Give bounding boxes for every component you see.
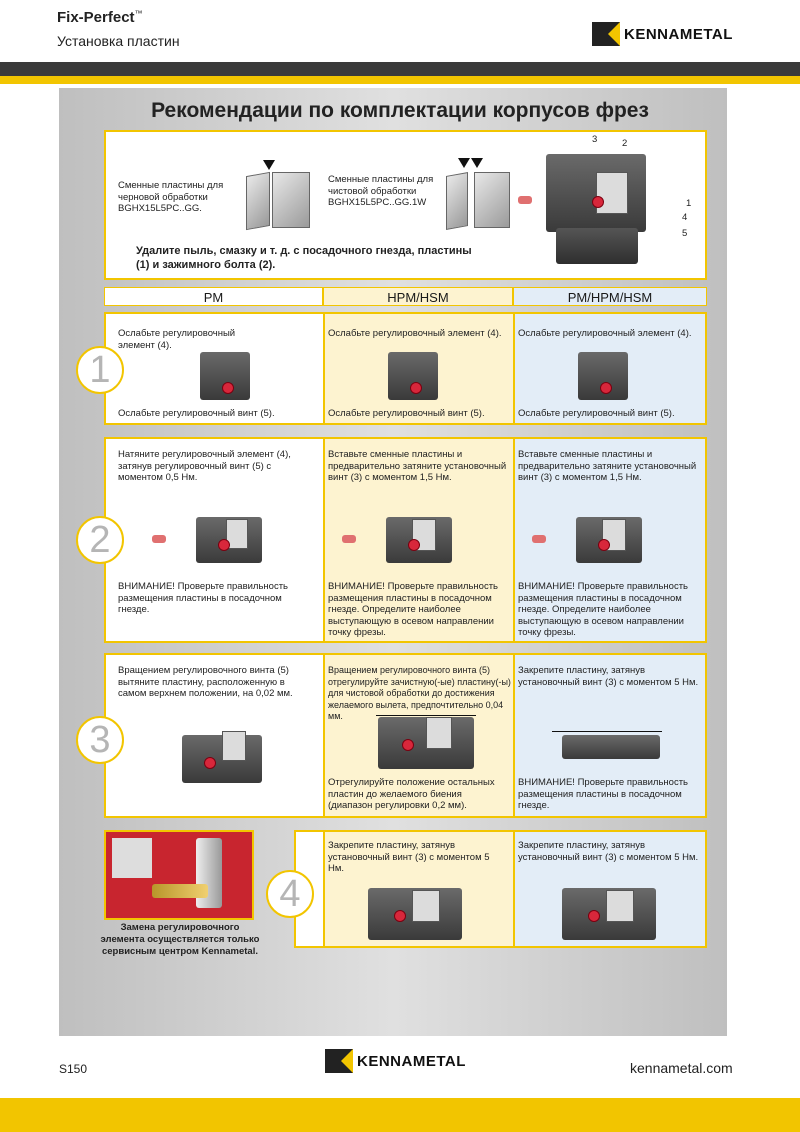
s4-hpm-top: Закрепите пластину, затянув установочный винт (3) с моментом 5 Нм. <box>328 840 490 874</box>
s4-all-screw-icon <box>588 910 600 922</box>
step-2-row <box>104 437 707 643</box>
service-photo <box>104 830 254 920</box>
s2-pm-pin-icon <box>152 535 166 543</box>
cutter-screw-icon <box>592 196 604 208</box>
s1-pm-top: Ослабьте регулировочный элемент (4). <box>118 328 236 351</box>
s4-all-top: Закрепите пластину, затянув установочный винт (3) с моментом 5 Нм. <box>518 840 699 863</box>
s3-hpm-level-line <box>376 715 476 716</box>
page-number: S150 <box>59 1062 88 1076</box>
footer-logo-k-icon <box>325 1049 353 1073</box>
finish-marker-icon-2 <box>471 158 483 168</box>
rough-marker-icon <box>263 160 275 170</box>
page-title: Рекомендации по комплектации корпусов фрез <box>151 99 649 122</box>
step-1-row <box>104 312 707 425</box>
step-3-row <box>104 653 707 818</box>
s1-all-bottom: Ослабьте регулировочный винт (5). <box>518 408 675 419</box>
s3-pm-top: Вращением регулировочного винта (5) вытяните пластину, расположенную в самом верхнем положении, на 0,02 мм. <box>118 665 293 699</box>
footer-logo: KENNAMETAL <box>325 1049 466 1073</box>
finish-insert-front-icon <box>474 172 510 228</box>
s1-hpm-screw-icon <box>410 382 422 394</box>
s2-hpm-bottom: ВНИМАНИЕ! Проверьте правильность размещения пластины в посадочном гнезде. Определите наиболее выступающую в осевом направлении точку фрезы. <box>328 581 498 638</box>
s2-all-bottom: ВНИМАНИЕ! Проверьте правильность размещения пластины в посадочном гнезде. Определите наиболее выступающую в осевом направлении точку фрезы. <box>518 581 688 638</box>
service-note: Замена регулировочного элемента осуществляется только сервисным центром Kennametal. <box>100 922 260 957</box>
rough-insert-side-icon <box>246 172 270 230</box>
step-2-number: 2 <box>76 516 124 564</box>
s2-hpm-top: Вставьте сменные пластины и предварительно затяните установочный винт (3) с моментом 1,5 Нм. <box>328 449 507 483</box>
logo-k-icon <box>592 22 620 46</box>
s4-hpm-screw-icon <box>394 910 406 922</box>
s1-pm-screw-icon <box>222 382 234 394</box>
s2-hpm-pin-icon <box>342 535 356 543</box>
callout-3: 3 <box>592 134 598 145</box>
s3-all-top: Закрепите пластину, затянув установочный винт (3) с моментом 5 Нм. <box>518 665 699 688</box>
rough-insert-front-icon <box>272 172 310 228</box>
intro-instruction: Удалите пыль, смазку и т. д. с посадочного гнезда, пластины (1) и зажимного болта (2). <box>136 245 472 271</box>
callout-1: 1 <box>686 198 692 209</box>
page-header <box>0 0 800 62</box>
service-bolt-icon <box>152 884 208 898</box>
s3-all-level-line <box>552 731 662 732</box>
s2-hpm-screw-icon <box>408 539 420 551</box>
s3-hpm-screw-icon <box>402 739 414 751</box>
s1-all-screw-icon <box>600 382 612 394</box>
column-header-hpm: HPM/HSM <box>323 287 513 306</box>
cutter-insert-icon <box>596 172 628 214</box>
s2-pm-top: Натяните регулировочный элемент (4), затянув регулировочный винт (5) с моментом 0,5 Нм. <box>118 449 291 483</box>
s2-all-pin-icon <box>532 535 546 543</box>
s1-pm-bottom: Ослабьте регулировочный винт (5). <box>118 408 275 419</box>
cutter-pin-icon <box>518 196 532 204</box>
s3-hpm-bottom: Отрегулируйте положение остальных пластин до желаемого биения (диапазон регулировки 0,2 мм). <box>328 777 495 811</box>
column-header-all: PM/HPM/HSM <box>513 287 707 306</box>
step-4-number: 4 <box>266 870 314 918</box>
s3-pm-screw-icon <box>204 757 216 769</box>
s1-hpm-bottom: Ослабьте регулировочный винт (5). <box>328 408 485 419</box>
s2-all-top: Вставьте сменные пластины и предварительно затяните установочный винт (3) с моментом 1,5 Нм. <box>518 449 697 483</box>
header-yellow-band <box>0 76 800 84</box>
brand-title: Fix-Perfect™ <box>57 9 143 26</box>
finish-insert-label: Сменные пластины для чистовой обработки BGHX15L5PC..GG.1W <box>328 174 434 208</box>
s2-all-screw-icon <box>598 539 610 551</box>
cutter-shank-icon <box>556 228 638 264</box>
header-dark-band <box>0 62 800 76</box>
intro-box <box>104 130 707 280</box>
step-4-row <box>294 830 707 948</box>
step-1-number: 1 <box>76 346 124 394</box>
callout-5: 5 <box>682 228 688 239</box>
s3-hpm-top: Вращением регулировочного винта (5) отрегулируйте зачистную(-ые) пластину(-ы) для чистовой обработки до достижения желаемого вылета, предпочтительно 0,04 мм. <box>328 665 511 721</box>
footer-yellow-band <box>0 1098 800 1132</box>
page-subtitle: Установка пластин <box>57 33 180 49</box>
s3-all-bottom: ВНИМАНИЕ! Проверьте правильность размещения пластины в посадочном гнезде. <box>518 777 688 811</box>
rough-insert-label: Сменные пластины для черновой обработки BGHX15L5PC..GG. <box>118 180 224 214</box>
s3-all-tool-icon <box>562 735 660 759</box>
kennametal-logo: KENNAMETAL <box>592 22 733 46</box>
s2-pm-screw-icon <box>218 539 230 551</box>
step-3-number: 3 <box>76 716 124 764</box>
s1-all-top: Ослабьте регулировочный элемент (4). <box>518 328 692 339</box>
s2-pm-bottom: ВНИМАНИЕ! Проверьте правильность размещения пластины в посадочном гнезде. <box>118 581 288 615</box>
s1-hpm-top: Ослабьте регулировочный элемент (4). <box>328 328 502 339</box>
finish-marker-icon <box>458 158 470 168</box>
column-header-pm: PM <box>104 287 323 306</box>
footer-url[interactable]: kennametal.com <box>630 1060 733 1076</box>
callout-4: 4 <box>682 212 688 223</box>
callout-2: 2 <box>622 138 628 149</box>
finish-insert-side-icon <box>446 172 468 230</box>
